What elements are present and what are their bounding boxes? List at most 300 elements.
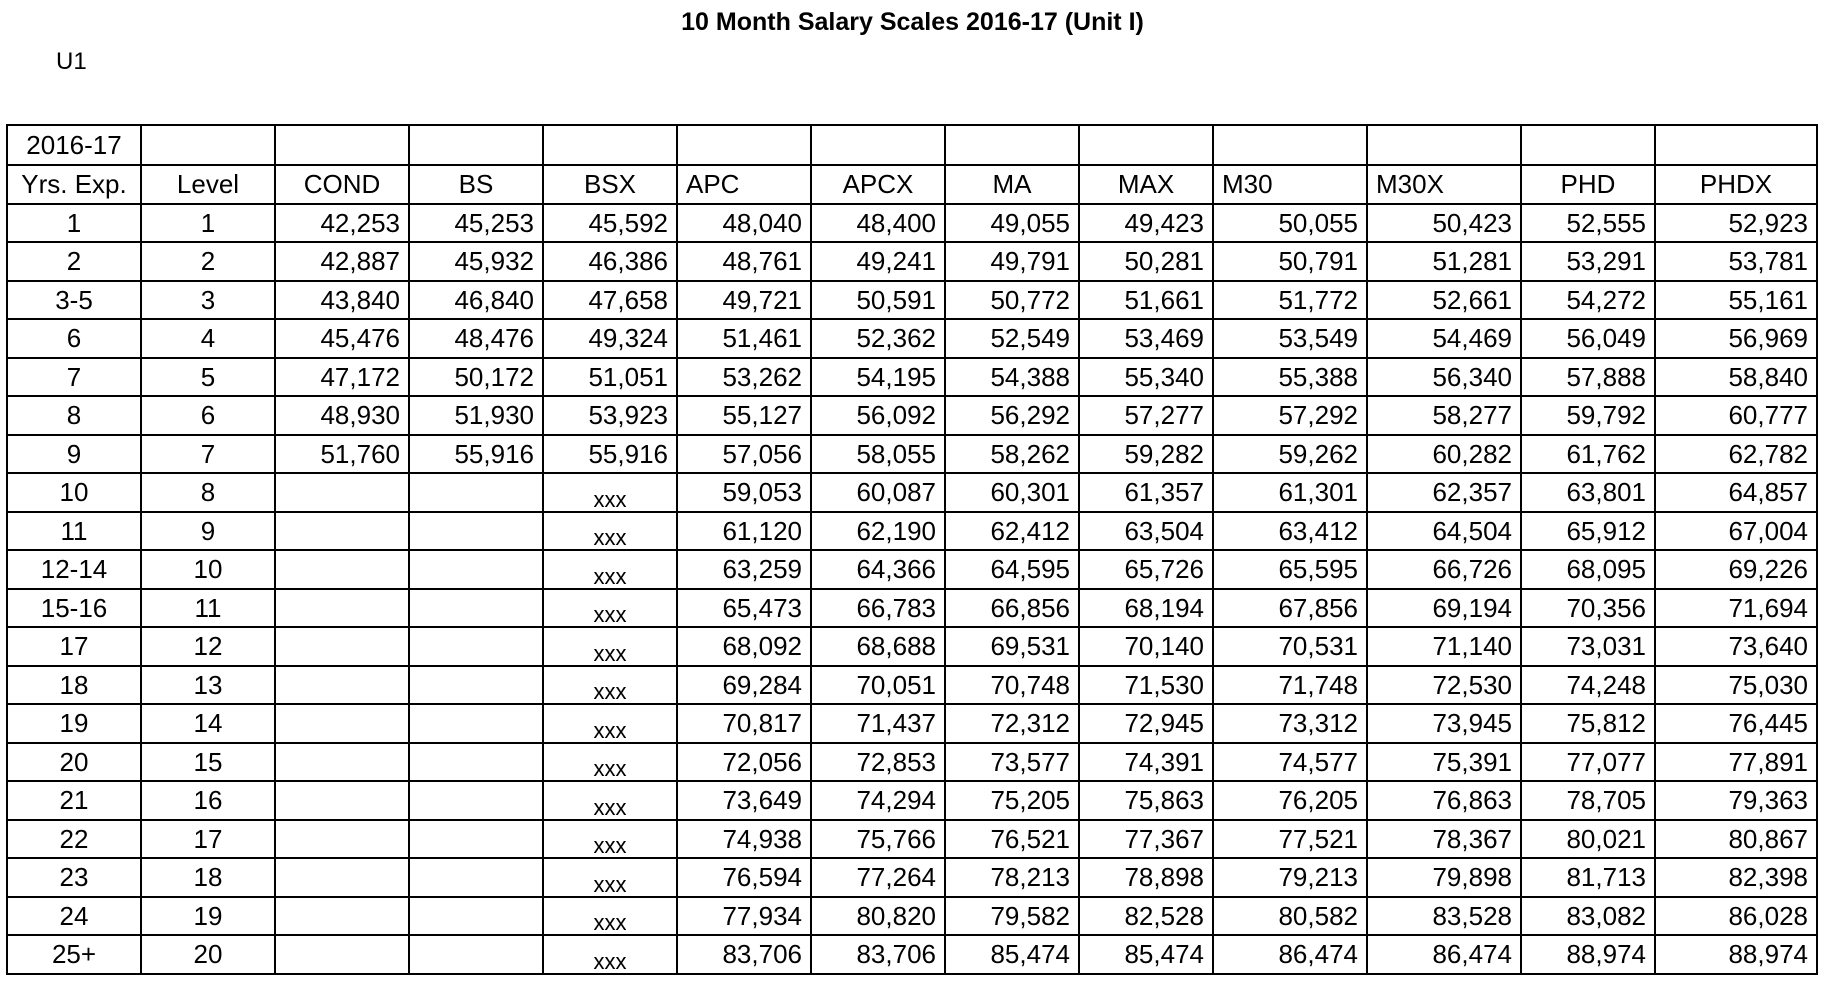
salary-cell — [275, 550, 409, 589]
salary-cell: 46,386 — [543, 242, 677, 281]
salary-cell: 63,801 — [1521, 473, 1655, 512]
salary-cell: 72,945 — [1079, 704, 1213, 743]
table-row — [7, 281, 1817, 320]
years-exp-cell: 1 — [7, 204, 141, 243]
table-row — [7, 858, 1817, 897]
salary-cell: 51,051 — [543, 358, 677, 397]
salary-cell: 74,248 — [1521, 666, 1655, 705]
level-cell: 9 — [141, 512, 275, 551]
salary-cell — [409, 589, 543, 628]
salary-cell — [409, 858, 543, 897]
year-label-cell: 2016-17 — [7, 125, 141, 165]
salary-cell — [275, 935, 409, 974]
salary-cell: 46,840 — [409, 281, 543, 320]
salary-cell: 72,056 — [677, 743, 811, 782]
level-cell: 3 — [141, 281, 275, 320]
level-cell: 1 — [141, 204, 275, 243]
empty-header-cell — [141, 125, 275, 165]
salary-cell: 75,030 — [1655, 666, 1817, 705]
salary-cell — [275, 666, 409, 705]
salary-cell: 68,194 — [1079, 589, 1213, 628]
table-row — [7, 589, 1817, 628]
salary-cell: 80,582 — [1213, 897, 1367, 936]
salary-cell: 71,437 — [811, 704, 945, 743]
level-cell: 7 — [141, 435, 275, 474]
salary-cell: 50,772 — [945, 281, 1079, 320]
salary-cell: 45,253 — [409, 204, 543, 243]
salary-cell: 77,521 — [1213, 820, 1367, 859]
salary-cell: 49,324 — [543, 319, 677, 358]
salary-cell: 49,055 — [945, 204, 1079, 243]
salary-cell: 54,388 — [945, 358, 1079, 397]
salary-cell: 54,469 — [1367, 319, 1521, 358]
salary-cell: 83,528 — [1367, 897, 1521, 936]
level-cell: 2 — [141, 242, 275, 281]
years-exp-cell: 6 — [7, 319, 141, 358]
table-row — [7, 550, 1817, 589]
salary-cell: 49,721 — [677, 281, 811, 320]
salary-cell — [409, 473, 543, 512]
level-cell: 15 — [141, 743, 275, 782]
level-cell: 12 — [141, 627, 275, 666]
salary-cell: 48,040 — [677, 204, 811, 243]
salary-cell: 48,476 — [409, 319, 543, 358]
header-phdx: PHDX — [1655, 165, 1817, 204]
not-applicable-cell: xxx — [543, 512, 677, 551]
salary-cell: 72,853 — [811, 743, 945, 782]
salary-cell: 78,705 — [1521, 781, 1655, 820]
salary-cell: 45,932 — [409, 242, 543, 281]
salary-cell: 52,549 — [945, 319, 1079, 358]
salary-cell: 86,474 — [1367, 935, 1521, 974]
salary-cell: 56,292 — [945, 396, 1079, 435]
not-applicable-cell: xxx — [543, 627, 677, 666]
salary-cell: 63,259 — [677, 550, 811, 589]
years-exp-cell: 20 — [7, 743, 141, 782]
salary-cell: 54,195 — [811, 358, 945, 397]
salary-cell: 65,595 — [1213, 550, 1367, 589]
salary-cell: 58,055 — [811, 435, 945, 474]
salary-cell: 55,916 — [543, 435, 677, 474]
salary-cell: 56,092 — [811, 396, 945, 435]
salary-cell: 64,504 — [1367, 512, 1521, 551]
header-apcx: APCX — [811, 165, 945, 204]
level-cell: 16 — [141, 781, 275, 820]
level-cell: 19 — [141, 897, 275, 936]
salary-cell: 73,640 — [1655, 627, 1817, 666]
years-exp-cell: 8 — [7, 396, 141, 435]
page-title: 10 Month Salary Scales 2016-17 (Unit I) — [681, 8, 1144, 36]
header-phd: PHD — [1521, 165, 1655, 204]
salary-cell — [409, 935, 543, 974]
salary-cell: 71,748 — [1213, 666, 1367, 705]
empty-header-cell — [677, 125, 811, 165]
salary-cell: 70,356 — [1521, 589, 1655, 628]
salary-cell: 73,577 — [945, 743, 1079, 782]
empty-header-cell — [1521, 125, 1655, 165]
salary-cell: 77,077 — [1521, 743, 1655, 782]
salary-cell: 57,888 — [1521, 358, 1655, 397]
salary-cell: 51,772 — [1213, 281, 1367, 320]
salary-cell: 50,281 — [1079, 242, 1213, 281]
salary-cell: 65,473 — [677, 589, 811, 628]
salary-cell: 71,694 — [1655, 589, 1817, 628]
salary-cell: 50,055 — [1213, 204, 1367, 243]
salary-cell: 62,190 — [811, 512, 945, 551]
salary-cell: 88,974 — [1521, 935, 1655, 974]
salary-cell: 52,923 — [1655, 204, 1817, 243]
salary-cell: 78,213 — [945, 858, 1079, 897]
level-cell: 11 — [141, 589, 275, 628]
salary-cell: 73,312 — [1213, 704, 1367, 743]
salary-cell: 49,791 — [945, 242, 1079, 281]
table-row — [7, 704, 1817, 743]
not-applicable-cell: xxx — [543, 589, 677, 628]
salary-cell: 76,594 — [677, 858, 811, 897]
level-cell: 17 — [141, 820, 275, 859]
salary-cell: 50,172 — [409, 358, 543, 397]
salary-cell: 50,791 — [1213, 242, 1367, 281]
salary-cell: 81,713 — [1521, 858, 1655, 897]
salary-table-body — [7, 125, 1817, 974]
salary-cell: 70,817 — [677, 704, 811, 743]
years-exp-cell: 10 — [7, 473, 141, 512]
salary-cell: 60,087 — [811, 473, 945, 512]
not-applicable-cell: xxx — [543, 473, 677, 512]
salary-cell: 62,357 — [1367, 473, 1521, 512]
table-row — [7, 781, 1817, 820]
table-row — [7, 319, 1817, 358]
salary-cell: 76,445 — [1655, 704, 1817, 743]
salary-cell: 54,272 — [1521, 281, 1655, 320]
salary-cell: 63,412 — [1213, 512, 1367, 551]
salary-cell: 69,226 — [1655, 550, 1817, 589]
salary-cell: 62,412 — [945, 512, 1079, 551]
not-applicable-cell: xxx — [543, 935, 677, 974]
salary-cell — [409, 743, 543, 782]
salary-cell: 60,777 — [1655, 396, 1817, 435]
table-row — [7, 935, 1817, 974]
salary-cell: 50,423 — [1367, 204, 1521, 243]
salary-cell — [275, 743, 409, 782]
salary-cell: 69,531 — [945, 627, 1079, 666]
salary-table — [6, 124, 1818, 975]
years-exp-cell: 7 — [7, 358, 141, 397]
table-row — [7, 242, 1817, 281]
not-applicable-cell: xxx — [543, 820, 677, 859]
salary-cell: 85,474 — [945, 935, 1079, 974]
empty-header-cell — [543, 125, 677, 165]
level-cell: 8 — [141, 473, 275, 512]
salary-cell: 75,205 — [945, 781, 1079, 820]
header-max: MAX — [1079, 165, 1213, 204]
not-applicable-cell: xxx — [543, 897, 677, 936]
table-row — [7, 358, 1817, 397]
salary-cell: 77,367 — [1079, 820, 1213, 859]
table-row — [7, 473, 1817, 512]
unit-label: U1 — [56, 48, 87, 75]
salary-cell: 55,340 — [1079, 358, 1213, 397]
salary-cell: 76,863 — [1367, 781, 1521, 820]
salary-cell: 58,840 — [1655, 358, 1817, 397]
salary-cell — [275, 858, 409, 897]
header-bsx: BSX — [543, 165, 677, 204]
salary-cell: 79,363 — [1655, 781, 1817, 820]
salary-cell: 68,092 — [677, 627, 811, 666]
salary-cell — [409, 627, 543, 666]
salary-cell: 56,969 — [1655, 319, 1817, 358]
salary-cell: 60,282 — [1367, 435, 1521, 474]
not-applicable-cell: xxx — [543, 666, 677, 705]
salary-cell: 51,661 — [1079, 281, 1213, 320]
years-exp-cell: 11 — [7, 512, 141, 551]
salary-cell: 57,056 — [677, 435, 811, 474]
salary-cell: 53,549 — [1213, 319, 1367, 358]
salary-cell: 61,120 — [677, 512, 811, 551]
salary-cell: 51,281 — [1367, 242, 1521, 281]
header-cond: COND — [275, 165, 409, 204]
salary-cell: 53,262 — [677, 358, 811, 397]
header-level: Level — [141, 165, 275, 204]
salary-cell: 49,241 — [811, 242, 945, 281]
table-row — [7, 897, 1817, 936]
salary-cell: 86,028 — [1655, 897, 1817, 936]
salary-cell — [275, 781, 409, 820]
header-row — [7, 165, 1817, 204]
empty-header-cell — [1367, 125, 1521, 165]
salary-cell: 79,213 — [1213, 858, 1367, 897]
header-yrs-exp: Yrs. Exp. — [7, 165, 141, 204]
salary-cell: 45,592 — [543, 204, 677, 243]
salary-cell: 59,053 — [677, 473, 811, 512]
salary-cell: 69,284 — [677, 666, 811, 705]
header-bs: BS — [409, 165, 543, 204]
salary-cell: 77,264 — [811, 858, 945, 897]
salary-cell: 61,762 — [1521, 435, 1655, 474]
salary-cell: 80,867 — [1655, 820, 1817, 859]
years-exp-cell: 23 — [7, 858, 141, 897]
salary-cell: 79,582 — [945, 897, 1079, 936]
level-cell: 20 — [141, 935, 275, 974]
salary-cell: 55,388 — [1213, 358, 1367, 397]
years-exp-cell: 12-14 — [7, 550, 141, 589]
salary-cell: 48,400 — [811, 204, 945, 243]
level-cell: 5 — [141, 358, 275, 397]
salary-cell: 59,262 — [1213, 435, 1367, 474]
empty-header-cell — [1213, 125, 1367, 165]
salary-cell: 47,172 — [275, 358, 409, 397]
header-apc: APC — [677, 165, 811, 204]
salary-cell: 78,898 — [1079, 858, 1213, 897]
salary-cell: 49,423 — [1079, 204, 1213, 243]
salary-cell: 74,294 — [811, 781, 945, 820]
salary-cell — [409, 512, 543, 551]
level-cell: 10 — [141, 550, 275, 589]
years-exp-cell: 17 — [7, 627, 141, 666]
salary-cell: 68,095 — [1521, 550, 1655, 589]
salary-cell: 73,031 — [1521, 627, 1655, 666]
salary-cell: 52,362 — [811, 319, 945, 358]
salary-cell: 65,912 — [1521, 512, 1655, 551]
salary-cell: 42,887 — [275, 242, 409, 281]
salary-cell: 88,974 — [1655, 935, 1817, 974]
years-exp-cell: 19 — [7, 704, 141, 743]
years-exp-cell: 15-16 — [7, 589, 141, 628]
salary-cell: 85,474 — [1079, 935, 1213, 974]
table-row — [7, 396, 1817, 435]
years-exp-cell: 24 — [7, 897, 141, 936]
not-applicable-cell: xxx — [543, 743, 677, 782]
salary-cell: 52,661 — [1367, 281, 1521, 320]
years-exp-cell: 3-5 — [7, 281, 141, 320]
salary-cell: 86,474 — [1213, 935, 1367, 974]
years-exp-cell: 25+ — [7, 935, 141, 974]
salary-cell: 56,340 — [1367, 358, 1521, 397]
salary-cell: 51,760 — [275, 435, 409, 474]
salary-cell: 66,856 — [945, 589, 1079, 628]
salary-cell: 47,658 — [543, 281, 677, 320]
salary-cell: 43,840 — [275, 281, 409, 320]
salary-cell: 65,726 — [1079, 550, 1213, 589]
salary-cell: 57,292 — [1213, 396, 1367, 435]
table-row — [7, 666, 1817, 705]
salary-cell: 68,688 — [811, 627, 945, 666]
level-cell: 6 — [141, 396, 275, 435]
salary-cell: 75,766 — [811, 820, 945, 859]
salary-cell: 61,357 — [1079, 473, 1213, 512]
salary-cell: 51,461 — [677, 319, 811, 358]
header-m30x: M30X — [1367, 165, 1521, 204]
years-exp-cell: 9 — [7, 435, 141, 474]
not-applicable-cell: xxx — [543, 550, 677, 589]
salary-cell: 83,706 — [677, 935, 811, 974]
salary-cell: 80,820 — [811, 897, 945, 936]
salary-cell: 75,391 — [1367, 743, 1521, 782]
salary-cell: 66,726 — [1367, 550, 1521, 589]
salary-cell: 55,916 — [409, 435, 543, 474]
level-cell: 13 — [141, 666, 275, 705]
level-cell: 18 — [141, 858, 275, 897]
salary-cell: 50,591 — [811, 281, 945, 320]
salary-cell: 83,082 — [1521, 897, 1655, 936]
salary-cell: 71,530 — [1079, 666, 1213, 705]
salary-cell: 80,021 — [1521, 820, 1655, 859]
salary-cell: 69,194 — [1367, 589, 1521, 628]
salary-cell — [275, 589, 409, 628]
salary-cell: 70,140 — [1079, 627, 1213, 666]
salary-cell: 70,051 — [811, 666, 945, 705]
table-row — [7, 743, 1817, 782]
salary-cell — [409, 704, 543, 743]
salary-cell: 78,367 — [1367, 820, 1521, 859]
salary-cell — [275, 627, 409, 666]
years-exp-cell: 18 — [7, 666, 141, 705]
salary-cell — [275, 897, 409, 936]
salary-cell — [275, 820, 409, 859]
empty-header-cell — [275, 125, 409, 165]
salary-cell: 73,945 — [1367, 704, 1521, 743]
salary-cell: 79,898 — [1367, 858, 1521, 897]
salary-cell: 75,863 — [1079, 781, 1213, 820]
years-exp-cell: 22 — [7, 820, 141, 859]
salary-cell: 82,398 — [1655, 858, 1817, 897]
not-applicable-cell: xxx — [543, 858, 677, 897]
table-row — [7, 435, 1817, 474]
year-row — [7, 125, 1817, 165]
salary-cell: 70,748 — [945, 666, 1079, 705]
salary-cell — [409, 781, 543, 820]
table-row — [7, 820, 1817, 859]
salary-cell — [409, 550, 543, 589]
level-cell: 4 — [141, 319, 275, 358]
salary-cell: 72,312 — [945, 704, 1079, 743]
salary-cell: 71,140 — [1367, 627, 1521, 666]
salary-cell: 53,291 — [1521, 242, 1655, 281]
salary-cell — [275, 704, 409, 743]
salary-cell: 55,161 — [1655, 281, 1817, 320]
salary-cell: 53,923 — [543, 396, 677, 435]
salary-cell: 56,049 — [1521, 319, 1655, 358]
salary-cell: 64,857 — [1655, 473, 1817, 512]
salary-cell: 48,930 — [275, 396, 409, 435]
years-exp-cell: 21 — [7, 781, 141, 820]
salary-cell: 58,277 — [1367, 396, 1521, 435]
salary-cell: 53,781 — [1655, 242, 1817, 281]
salary-cell — [275, 512, 409, 551]
salary-cell: 45,476 — [275, 319, 409, 358]
salary-cell — [409, 666, 543, 705]
empty-header-cell — [409, 125, 543, 165]
table-row — [7, 627, 1817, 666]
header-ma: MA — [945, 165, 1079, 204]
salary-cell: 74,938 — [677, 820, 811, 859]
salary-cell: 74,391 — [1079, 743, 1213, 782]
salary-cell: 83,706 — [811, 935, 945, 974]
salary-cell: 63,504 — [1079, 512, 1213, 551]
salary-cell: 62,782 — [1655, 435, 1817, 474]
salary-cell — [409, 897, 543, 936]
header-m30: M30 — [1213, 165, 1367, 204]
salary-cell: 75,812 — [1521, 704, 1655, 743]
salary-cell: 51,930 — [409, 396, 543, 435]
table-row — [7, 512, 1817, 551]
salary-cell: 57,277 — [1079, 396, 1213, 435]
salary-cell: 42,253 — [275, 204, 409, 243]
salary-cell: 76,521 — [945, 820, 1079, 859]
salary-cell: 60,301 — [945, 473, 1079, 512]
salary-cell: 55,127 — [677, 396, 811, 435]
table-row — [7, 204, 1817, 243]
empty-header-cell — [1079, 125, 1213, 165]
salary-cell: 77,934 — [677, 897, 811, 936]
salary-cell: 66,783 — [811, 589, 945, 628]
years-exp-cell: 2 — [7, 242, 141, 281]
salary-cell: 58,262 — [945, 435, 1079, 474]
empty-header-cell — [1655, 125, 1817, 165]
salary-cell: 64,366 — [811, 550, 945, 589]
salary-cell: 59,792 — [1521, 396, 1655, 435]
not-applicable-cell: xxx — [543, 704, 677, 743]
salary-cell: 67,004 — [1655, 512, 1817, 551]
empty-header-cell — [811, 125, 945, 165]
salary-cell: 77,891 — [1655, 743, 1817, 782]
level-cell: 14 — [141, 704, 275, 743]
salary-cell: 82,528 — [1079, 897, 1213, 936]
salary-cell: 52,555 — [1521, 204, 1655, 243]
salary-cell — [275, 473, 409, 512]
salary-cell: 48,761 — [677, 242, 811, 281]
salary-cell: 73,649 — [677, 781, 811, 820]
